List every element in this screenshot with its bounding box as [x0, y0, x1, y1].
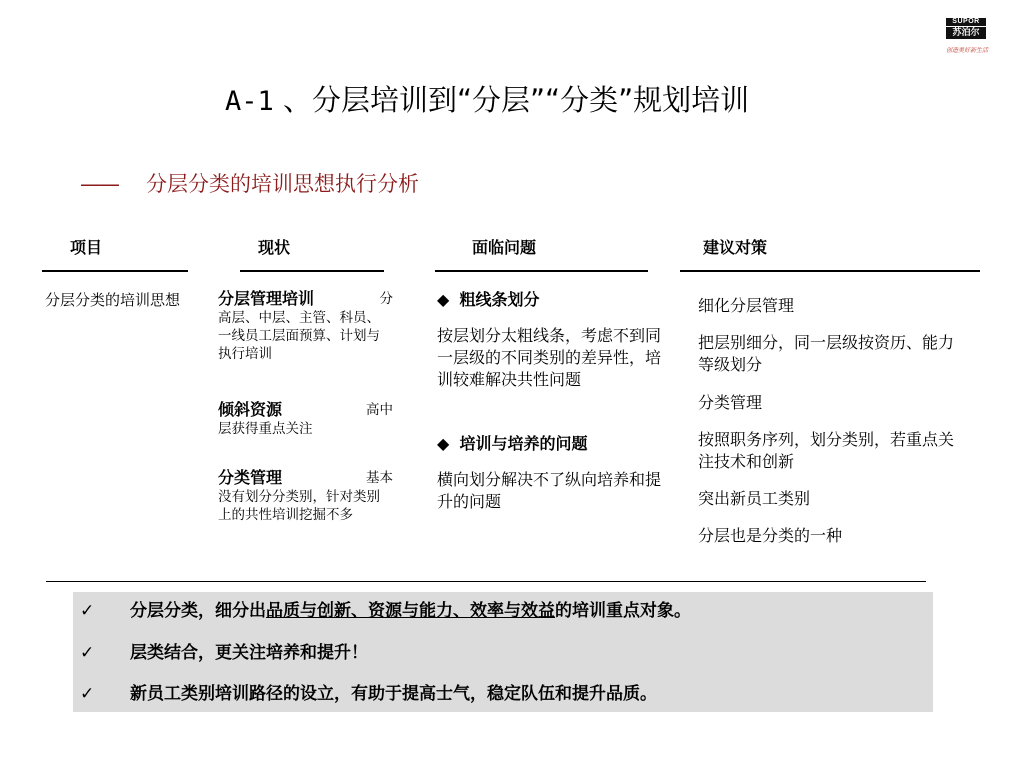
- summary-text: 新员工类别培训路径的设立，有助于提高士气，稳定队伍和提升品质。: [130, 684, 657, 704]
- brand-logo: [946, 18, 989, 68]
- suggestion-body: 突出新员工类别: [698, 489, 811, 508]
- problem-heading-text: 粗线条划分: [459, 290, 540, 309]
- column-header-problems: 面临问题: [472, 238, 537, 257]
- diamond-bullet-icon: ◆: [437, 434, 450, 453]
- status-head: 分层管理培训: [218, 289, 315, 308]
- page-title: [225, 80, 749, 122]
- column-header-suggestions: 建议对策: [703, 238, 768, 257]
- title-prefix: A-1: [225, 86, 274, 117]
- status-item: [218, 469, 393, 524]
- summary-underlined-text: 品质与创新、资源与能力、效率与效益: [266, 601, 555, 621]
- summary-text: 的培训重点对象。: [555, 601, 691, 621]
- suggestion-heading: 分类管理: [698, 393, 763, 412]
- column-header-status: 现状: [258, 238, 291, 257]
- problem-heading-text: 培训与培养的问题: [459, 434, 588, 453]
- diamond-bullet-icon: ◆: [437, 290, 450, 309]
- page-subtitle: [80, 168, 419, 200]
- subtitle-dash: ——: [80, 172, 118, 196]
- title-text: 、分层培训到“分层”“分类”规划培训: [273, 83, 750, 117]
- column-underline: [435, 270, 648, 272]
- suggestion-heading: 分层也是分类的一种: [698, 526, 843, 545]
- problem-heading: [437, 289, 662, 311]
- summary-text: 分层分类，细分出: [130, 601, 266, 621]
- column-underline: [240, 270, 384, 272]
- problem-heading: [437, 433, 662, 455]
- status-head: 分类管理: [218, 468, 283, 487]
- status-head-tail: 基本: [366, 470, 393, 486]
- logo-wordmark: SUPOR: [946, 18, 986, 26]
- status-body: 没有划分分类别，针对类别上的共性培训挖掘不多: [218, 489, 380, 523]
- status-head: 倾斜资源: [218, 400, 283, 419]
- subtitle-text: 分层分类的培训思想执行分析: [146, 172, 419, 196]
- section-divider: [46, 581, 926, 582]
- suggestion-body: 把层别细分，同一层级按资历、能力等级划分: [698, 333, 955, 374]
- suggestion-heading: 细化分层管理: [698, 296, 795, 315]
- column-underline: [680, 270, 980, 272]
- checkmark-icon: ✓: [80, 601, 95, 621]
- summary-item: [80, 640, 368, 666]
- logo-chinese-name: 苏泊尔: [946, 27, 986, 39]
- status-body: 层获得重点关注: [218, 421, 313, 437]
- problem-body: 横向划分解决不了纵向培养和提升的问题: [437, 470, 662, 511]
- status-body: 高层、中层、主管、科员、一线员工层面预算、计划与执行培训: [218, 310, 380, 362]
- column-underline: [42, 270, 188, 272]
- checkmark-icon: ✓: [80, 684, 95, 704]
- summary-text: 层类结合，更关注培养和提升！: [130, 643, 368, 663]
- column-header-project: 项目: [70, 238, 103, 257]
- summary-item: [80, 598, 691, 624]
- summary-item: [80, 681, 657, 707]
- status-head-tail: 分: [379, 291, 393, 307]
- problem-body: 按层划分太粗线条，考虑不到同一层级的不同类别的差异性，培训较难解决共性问题: [437, 326, 662, 389]
- logo-slogan: 创造美好新生活: [946, 47, 989, 54]
- status-item: [218, 290, 393, 363]
- status-head-tail: 高中: [366, 402, 393, 418]
- checkmark-icon: ✓: [80, 643, 95, 663]
- project-cell: 分层分类的培训思想: [45, 291, 181, 309]
- suggestion-body: 按照职务序列，划分类别，若重点关注技术和创新: [698, 430, 955, 471]
- status-item: [218, 401, 393, 438]
